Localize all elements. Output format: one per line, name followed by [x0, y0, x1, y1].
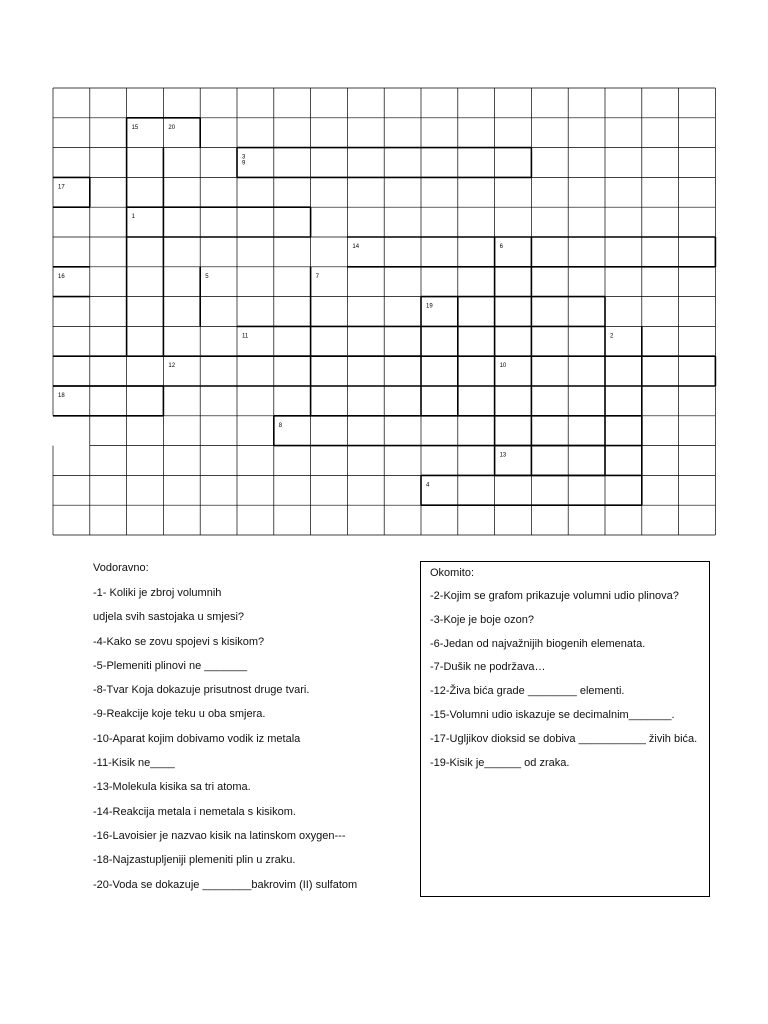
down-clue: -2-Kojim se grafom prikazuje volumni udio plinova?: [430, 590, 679, 602]
clue-number: 7: [315, 273, 319, 280]
down-clues-box: [420, 561, 710, 897]
clue-number: 16: [58, 273, 65, 280]
down-clue: -7-Dušik ne podržava…: [430, 661, 546, 674]
down-clue: -12-Živa bića grade ________ elementi.: [430, 685, 625, 698]
clue-number: 9: [242, 160, 246, 167]
across-clues-section: [93, 561, 393, 902]
clue-number: 6: [499, 244, 503, 250]
clue-number: 17: [58, 184, 65, 191]
clue-number: 3: [242, 154, 246, 161]
clue-number: 20: [168, 124, 176, 131]
clue-number: 19: [426, 303, 433, 310]
across-clue: -13-Molekula kisika sa tri atoma.: [93, 781, 251, 794]
across-clue: -11-Kisik ne____: [93, 757, 175, 770]
clue-number: 11: [242, 333, 249, 340]
across-clue: -14-Reakcija metala i nemetala s kisikom.: [93, 805, 296, 818]
across-clue: -20-Voda se dokazuje ________bakrovim (II) sulfatom: [93, 878, 358, 891]
down-clue: -19-Kisik je______ od zraka.: [430, 756, 570, 769]
down-heading: Okomito:: [430, 567, 475, 579]
across-clue-list: [93, 586, 393, 892]
down-clue: -17-Ugljikov dioksid se dobiva ___________ živih bića.: [430, 732, 698, 745]
across-clue: -1- Koliki je zbroj volumnih: [93, 587, 222, 599]
clue-number: 8: [278, 422, 283, 429]
clue-number: 18: [58, 393, 65, 399]
across-clue: -9-Reakcije koje teku u oba smjera.: [93, 708, 266, 721]
clue-number: 2: [610, 333, 614, 340]
across-clue: -4-Kako se zovu spojevi s kisikom?: [93, 635, 265, 648]
across-clue: -18-Najzastupljeniji plemeniti plin u zraku.: [93, 854, 296, 867]
across-clue: -8-Tvar Koja dokazuje prisutnost druge tvari.: [93, 684, 310, 697]
clue-number: 15: [131, 124, 139, 131]
down-clue: -15-Volumni udio iskazuje se decimalnim_______.: [430, 708, 675, 721]
clue-number: 14: [352, 244, 360, 250]
across-clue: -16-Lavoisier je nazvao kisik na latinskom oxygen---: [93, 829, 346, 842]
clue-number: 12: [168, 363, 176, 370]
clue-number: 4: [426, 482, 430, 489]
clue-number: 10: [499, 363, 507, 370]
across-clue: -10-Aparat kojim dobivamo vodik iz metala: [93, 732, 301, 745]
clue-number: 5: [205, 273, 209, 280]
clue-number: 1: [131, 214, 135, 221]
clue-number: 13: [499, 452, 507, 459]
across-heading: Vodoravno:: [93, 562, 149, 574]
across-clue: -5-Plemeniti plinovi ne _______: [93, 659, 248, 672]
down-clue-list: [430, 589, 709, 770]
down-clue: -3-Koje je boje ozon?: [430, 613, 534, 626]
down-clue: -6-Jedan od najvažnijih biogenih elemenata.: [430, 637, 646, 650]
across-clue: udjela svih sastojaka u smjesi?: [93, 611, 245, 624]
